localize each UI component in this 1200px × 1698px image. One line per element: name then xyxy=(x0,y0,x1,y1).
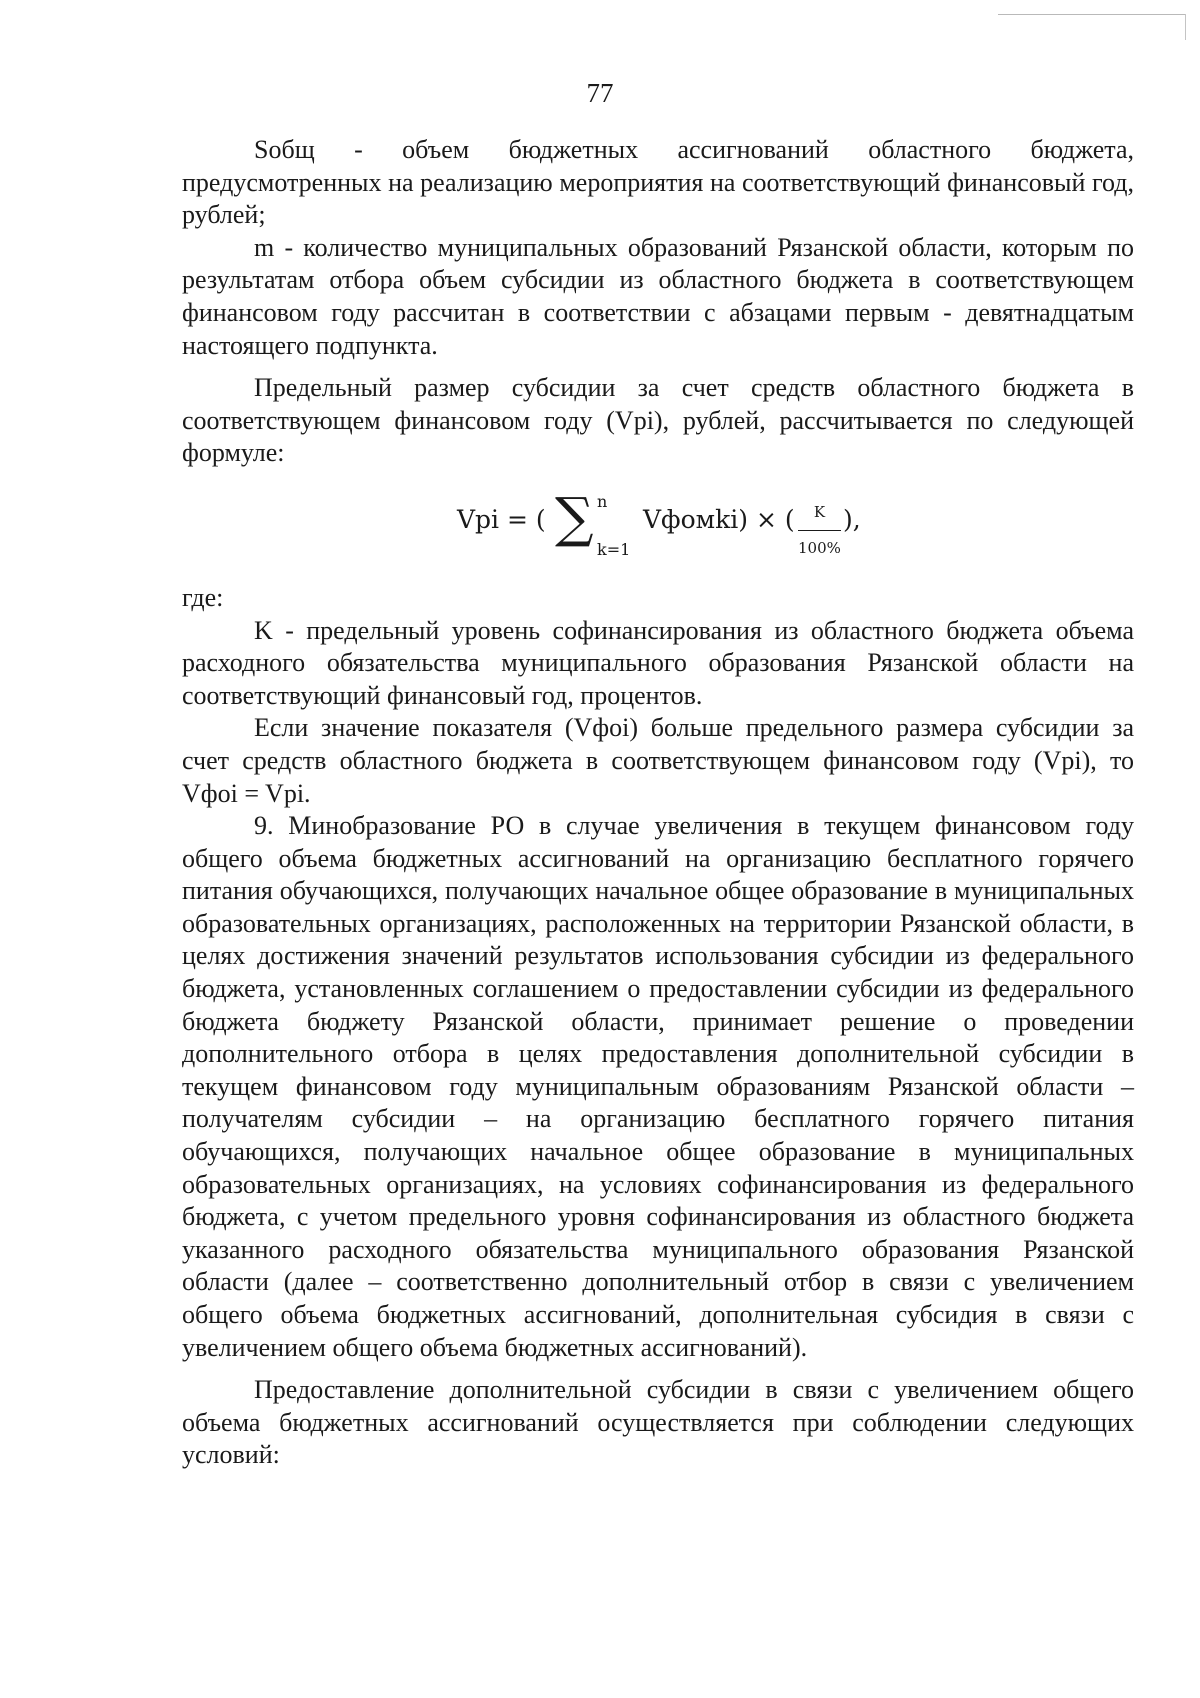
page-number: 77 xyxy=(586,78,614,108)
paragraph-k-definition: K - предельный уровень софинансирования из областного бюджета объема расходного обязательства муниципального образования Рязанской области на соответствующий финансовый год, процентов. xyxy=(182,615,1134,710)
paragraph-limit-size: Предельный размер субсидии за счет средств областного бюджета в соответствующем финансовом году (Vpi), рублей, рассчитывается по следующей формуле: xyxy=(182,373,1134,468)
formula-tail: ), xyxy=(843,504,861,534)
paragraph-item-9: 9. Минобразование РО в случае увеличения в текущем финансовом году общего объема бюджетных ассигнований на организацию бесплатного горячего питания обучающихся, получающих начальное общее образование в муниципальных образовательных организациях, расположенных на территории Рязанской области, в целях достижения значений результатов использования субсидии из федерального бюджета, установленных соглашением о предоставлении субсидии из федерального бюджета бюджету Рязанской области, принимает решение о проведении дополнительного отбора в целях предоставления дополнительной субсидии в текущем финансовом году муниципальным образованиям Рязанской области – получателям субсидии – на организацию бесплатного горячего питания обучающихся, получающих начальное общее образование в муниципальных образовательных организациях, на условиях софинансирования из федерального бюджета, с учетом предельного уровня софинансирования из областного бюджета указанного расходного обязательства муниципального образования Рязанской области (далее – соответственно дополнительный отбор в связи с увеличением общего объема бюджетных ассигнований, дополнительная субсидия в связи с увеличением общего объема бюджетных ассигнований). xyxy=(182,811,1134,1362)
paragraph-vfoi-condition: Если значение показателя (Vфоi) больше предельного размера субсидии за счет средств областного бюджета в соответствующем финансовом году (Vpi), то Vфоi = Vpi. xyxy=(182,713,1134,808)
formula-lhs: Vpi = ( xyxy=(457,504,546,534)
formula-upper-limit: n xyxy=(597,491,608,511)
scan-edge-mark xyxy=(998,14,1186,18)
paragraph-m-definition: m - количество муниципальных образований Рязанской области, которым по результатам отбора объем субсидии из областного бюджета в соответствующем финансовом году рассчитан в соответствии с абзацами первым - девятнадцатым настоящего подпункта. xyxy=(182,232,1134,360)
paragraph-conditions-intro: Предоставление дополнительной субсидии в связи с увеличением общего объема бюджетных ассигнований осуществляется при соблюдении следующих условий: xyxy=(182,1375,1134,1470)
formula-block xyxy=(182,470,1134,582)
formula-fraction xyxy=(798,496,841,564)
paragraph-sobshch-definition: Sобщ - объем бюджетных ассигнований областного бюджета, предусмотренных на реализацию мероприятия на соответствующий финансовый год, рублей; xyxy=(182,135,1134,230)
formula-fraction-denominator: 100% xyxy=(798,538,841,557)
document-body xyxy=(182,134,1134,1472)
paragraph-where: где: xyxy=(182,582,224,612)
formula-term: Vфомki) × ( xyxy=(643,504,795,534)
formula-sigma: ∑ xyxy=(555,485,594,549)
formula-lower-limit: k=1 xyxy=(597,539,631,559)
scan-edge-mark-vertical xyxy=(1185,14,1186,40)
formula-fraction-numerator: K xyxy=(798,496,841,531)
